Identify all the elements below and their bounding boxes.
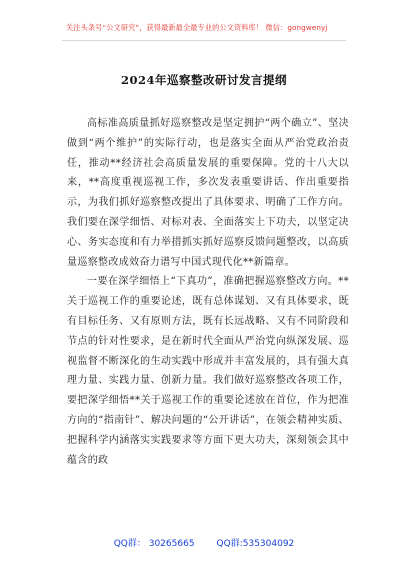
document-title: 2024年巡察整改研讨发言提纲 [120,73,287,87]
header-divider [62,40,346,41]
document-body [67,114,349,470]
page-header-notice: 关注头条号“公文研究”，获得最新最全最专业的公文资料库！ 微信：gongwenyj [66,23,328,32]
footer-qq-group-2: QQ群:535304092 [216,539,295,549]
paragraph: 高标准高质量抓好巡察整改是坚定拥护“两个确立”、坚决做到“两个维护”的实际行动，也是落实全面从严治党政治责任，推动**经济社会高质量发展的重要保障。党的十八大以来，**高度重视巡视工作，多次发表重要讲话、作出重要指示，为我们抓好巡察整改提出了具体要求、明确了工作方向。我们要在深学细悟、对标对表、全面落实上下功夫，以坚定决心、务实态度和有力举措抓实抓好巡察反馈问题整改，以高质量巡察整改成效奋力谱写中国式现代化**新篇章。 [67,118,349,268]
paragraph: 一要在深学细悟上“下真功”，准确把握巡察整改方向。**关于巡视工作的重要论述，既有总体谋划、又有具体要求，既有目标任务、又有原则方法，既有长远战略、又有不同阶段和节点的针对性要求，是在新时代全面从严治党向纵深发展、巡视监督不断深化的生动实践中形成并丰富发展的，具有强大真理力量、实践力量、创新力量。我们做好巡察整改各项工作，要把深学细悟**关于巡视工作的重要论述放在首位，作为把准方向的“指南针”、解决问题的“公开讲话”，在领会精神实质、把握科学内涵落实实践要求等方面下更大功夫，深刻领会其中蕴含的政 [67,276,349,466]
page-footer [0,536,408,549]
footer-qq-group-1: QQ群： 30265665 [113,539,195,549]
